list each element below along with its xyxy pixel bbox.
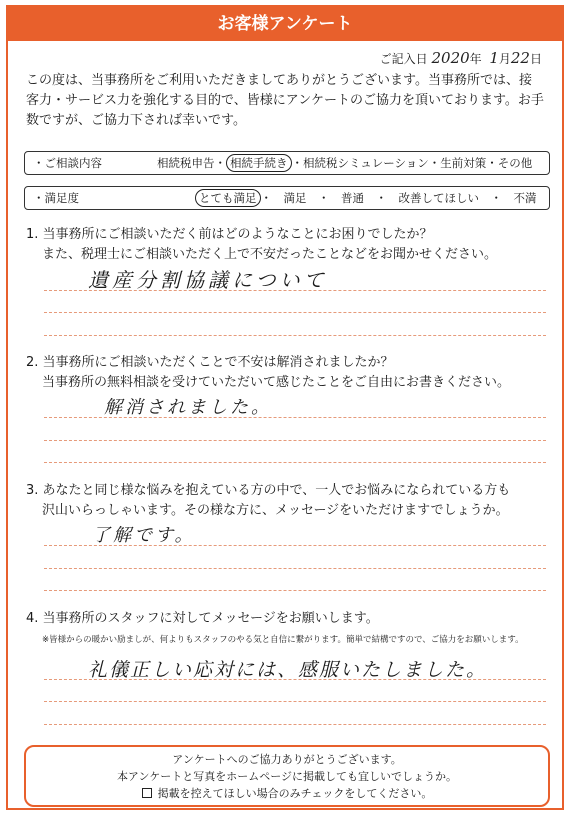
thanks-line2: 本アンケートと写真をホームページに掲載しても宜しいでしょうか。 <box>116 770 458 783</box>
answer-line <box>44 590 546 591</box>
answer-line <box>44 462 546 463</box>
publish-opt-out-checkbox[interactable] <box>142 788 152 798</box>
satisfaction-options <box>195 187 537 209</box>
page-title: お客様アンケート <box>8 7 562 41</box>
question-1-line2: また、税理士にご相談いただく上で不安だったことなどをお聞かせください。 <box>42 247 498 262</box>
thanks-line1: アンケートへのご協力ありがとうございます。 <box>172 753 402 766</box>
answer-line <box>44 335 546 336</box>
answer-line <box>44 568 546 569</box>
consultation-options-before: 相続税申告・ <box>157 156 226 170</box>
consultation-selected[interactable]: 相続手続き <box>226 154 292 172</box>
question-4-line1: 4. 当事務所のスタッフに対してメッセージをお願いします。 <box>26 611 379 626</box>
date-label: ご記入日 <box>379 52 428 66</box>
date-year[interactable]: 2020 <box>431 49 470 67</box>
note-text: ※皆様からの暖かい励ましが、何よりもスタッフのやる気と自信に繋がります。簡単で結構ですので、ご協力をお願いします。 <box>42 635 524 645</box>
question-2-line1: 2. 当事務所にご相談いただくことで不安は解消されましたか？ <box>26 355 394 370</box>
answer-1[interactable]: 遺産分割協議について <box>88 268 328 292</box>
answer-4[interactable]: 礼儀正しい応対には、感服いたしました。 <box>88 659 488 681</box>
answer-line <box>44 440 546 441</box>
intro-text: この度は、当事務所をご利用いただきましてありがとうございます。当事務所では、接客力・サービス力を強化する目的で、皆様にアンケートのご協力を頂いております。お手数ですが、ご協力下されば幸いです。 <box>26 73 544 128</box>
thanks-line3: 掲載を控えてほしい場合のみチェックをしてください。 <box>157 787 433 800</box>
date-day-unit: 日 <box>529 52 542 66</box>
question-3-line1: 3. あなたと同じ様な悩みを抱えている方の中で、一人でお悩みになられている方も <box>26 483 511 498</box>
satisfaction-selected[interactable]: とても満足 <box>195 189 261 207</box>
question-2-line2: 当事務所の無料相談を受けていただいて感じたことをご自由にお書きください。 <box>42 375 511 390</box>
thanks-box <box>24 745 550 807</box>
answer-line <box>44 312 546 313</box>
consultation-options <box>157 152 532 174</box>
answer-line <box>44 290 546 291</box>
answer-line <box>44 417 546 418</box>
satisfaction-box <box>24 186 550 210</box>
question-2 <box>26 353 546 393</box>
answer-3[interactable]: 了解です。 <box>92 525 196 546</box>
question-3 <box>26 481 546 521</box>
answer-2[interactable]: 解消されました。 <box>104 397 272 418</box>
thanks-line3-row <box>26 785 548 802</box>
survey-sheet <box>6 5 564 810</box>
consultation-box <box>24 151 550 175</box>
date-row <box>380 49 542 67</box>
answer-line <box>44 679 546 680</box>
date-month-unit: 月 <box>498 52 511 66</box>
question-1-line1: 1. 当事務所にご相談いただく前はどのようなことにお困りでしたか？ <box>26 227 433 242</box>
consultation-label: ・ご相談内容 <box>33 156 102 170</box>
question-1 <box>26 225 546 265</box>
satisfaction-options-after: ・ 満足 ・ 普通 ・ 改善してほしい ・ 不満 <box>260 191 537 205</box>
answer-line <box>44 724 546 725</box>
satisfaction-label: ・満足度 <box>33 191 79 205</box>
date-day[interactable]: 22 <box>510 49 530 67</box>
consultation-options-after: ・相続税シミュレーション・生前対策・その他 <box>291 156 533 170</box>
answer-line <box>44 701 546 702</box>
date-month[interactable]: 1 <box>489 49 499 67</box>
answer-line <box>44 545 546 546</box>
date-year-unit: 年 <box>469 52 482 66</box>
question-3-line2: 沢山いらっしゃいます。その様な方に、メッセージをいただけますでしょうか。 <box>42 503 509 518</box>
question-4 <box>26 609 546 629</box>
